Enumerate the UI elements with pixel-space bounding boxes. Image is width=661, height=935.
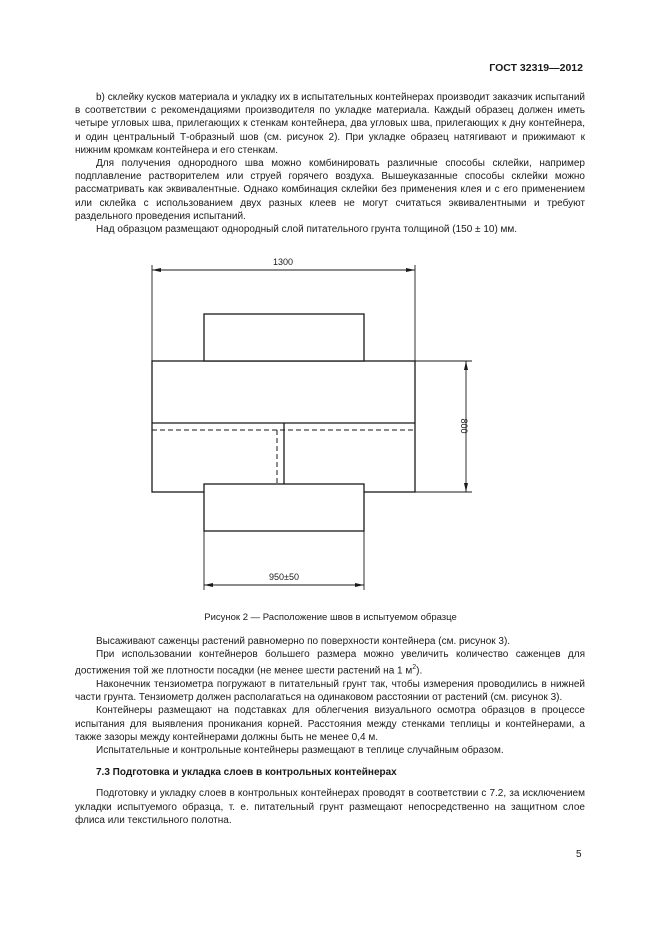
paragraph-text: ). xyxy=(416,665,423,677)
paragraph: Высаживают саженцы растений равномерно по поверхности контейнера (см. рисунок 3). xyxy=(96,636,511,647)
superscript: 2 xyxy=(412,664,417,672)
paragraph: Испытательные и контрольные контейнеры размещают в теплице случайным образом. xyxy=(96,744,504,756)
paragraph: Контейнеры размещают на подставках для облегчения визуального осмотра образцов в процессе испытания для выявления проникания корней. Расстояния между стенками теплицы и контейнерами, а также зазоры между контейнерами должны быть не менее 0,4 м. xyxy=(75,705,585,743)
top-flap xyxy=(204,314,364,361)
figure-caption: Рисунок 2 — Расположение швов в испытуемом образце xyxy=(204,612,457,623)
arrow xyxy=(464,361,468,370)
standard-header: ГОСТ 32319—2012 xyxy=(489,62,583,74)
dim-label-bottom: 950±50 xyxy=(269,572,299,582)
paragraph-text: При использовании контейнеров большего размера можно увеличить количество саженцев для достижения той же плотности посадки (не менее шести растений на 1 м xyxy=(75,649,585,677)
arrow xyxy=(355,583,364,587)
arrow xyxy=(406,268,415,272)
arrow xyxy=(464,483,468,492)
text-block-bottom xyxy=(75,635,585,827)
arrow xyxy=(204,583,213,587)
paragraph: Наконечник тензиометра погружают в питательный грунт так, чтобы измерения проводились в нижней части грунта. Тензиометр должен располагаться на одинаковом расстоянии от растений (см. рисунок 3). xyxy=(75,678,585,704)
paragraph: Над образцом размещают однородный слой питательного грунта толщиной (150 ± 10) мм. xyxy=(96,224,518,236)
bottom-flap xyxy=(204,484,364,531)
section-title: 7.3 Подготовка и укладка слоев в контрольных контейнерах xyxy=(96,767,397,779)
arrow xyxy=(152,268,161,272)
paragraph: Для получения однородного шва можно комбинировать различные способы склейки, например подплавление растворителем или струей горячего воздуха. Вышеуказанные способы склейки можно рассматривать как эквивалентные. Однако комбинация склейки без применения клея и с его применением или склейка с использованием двух разных клеев не могут считаться эквивалентными и требуют раздельного проведения испытаний. xyxy=(75,158,585,222)
dim-label-height: 800 xyxy=(459,418,469,434)
dim-label-width: 1300 xyxy=(272,257,294,267)
paragraph xyxy=(75,648,585,678)
page-number: 5 xyxy=(576,849,582,860)
paragraph: Подготовку и укладку слоев в контрольных контейнерах проводят в соответствии с 7.2, за исключением укладки испытуемого образца, т. е. питательный грунт размещают непосредственно на защитном слое флиса или текстильного полотна. xyxy=(75,788,585,826)
paragraph: b) склейку кусков материала и укладку их в испытательных контейнерах производит заказчик испытаний в соответствии с рекомендациями производителя по укладке материала. Каждый образец должен иметь четыре угловых шва, прилегающих к стенкам контейнера, два угловых шва, прилегающих к дну контейнера, и один центральный Т-образный шов (см. рисунок 2). При укладке образец натягивают и прижимают к нижним кромкам контейнера и его стенкам. xyxy=(75,92,585,156)
